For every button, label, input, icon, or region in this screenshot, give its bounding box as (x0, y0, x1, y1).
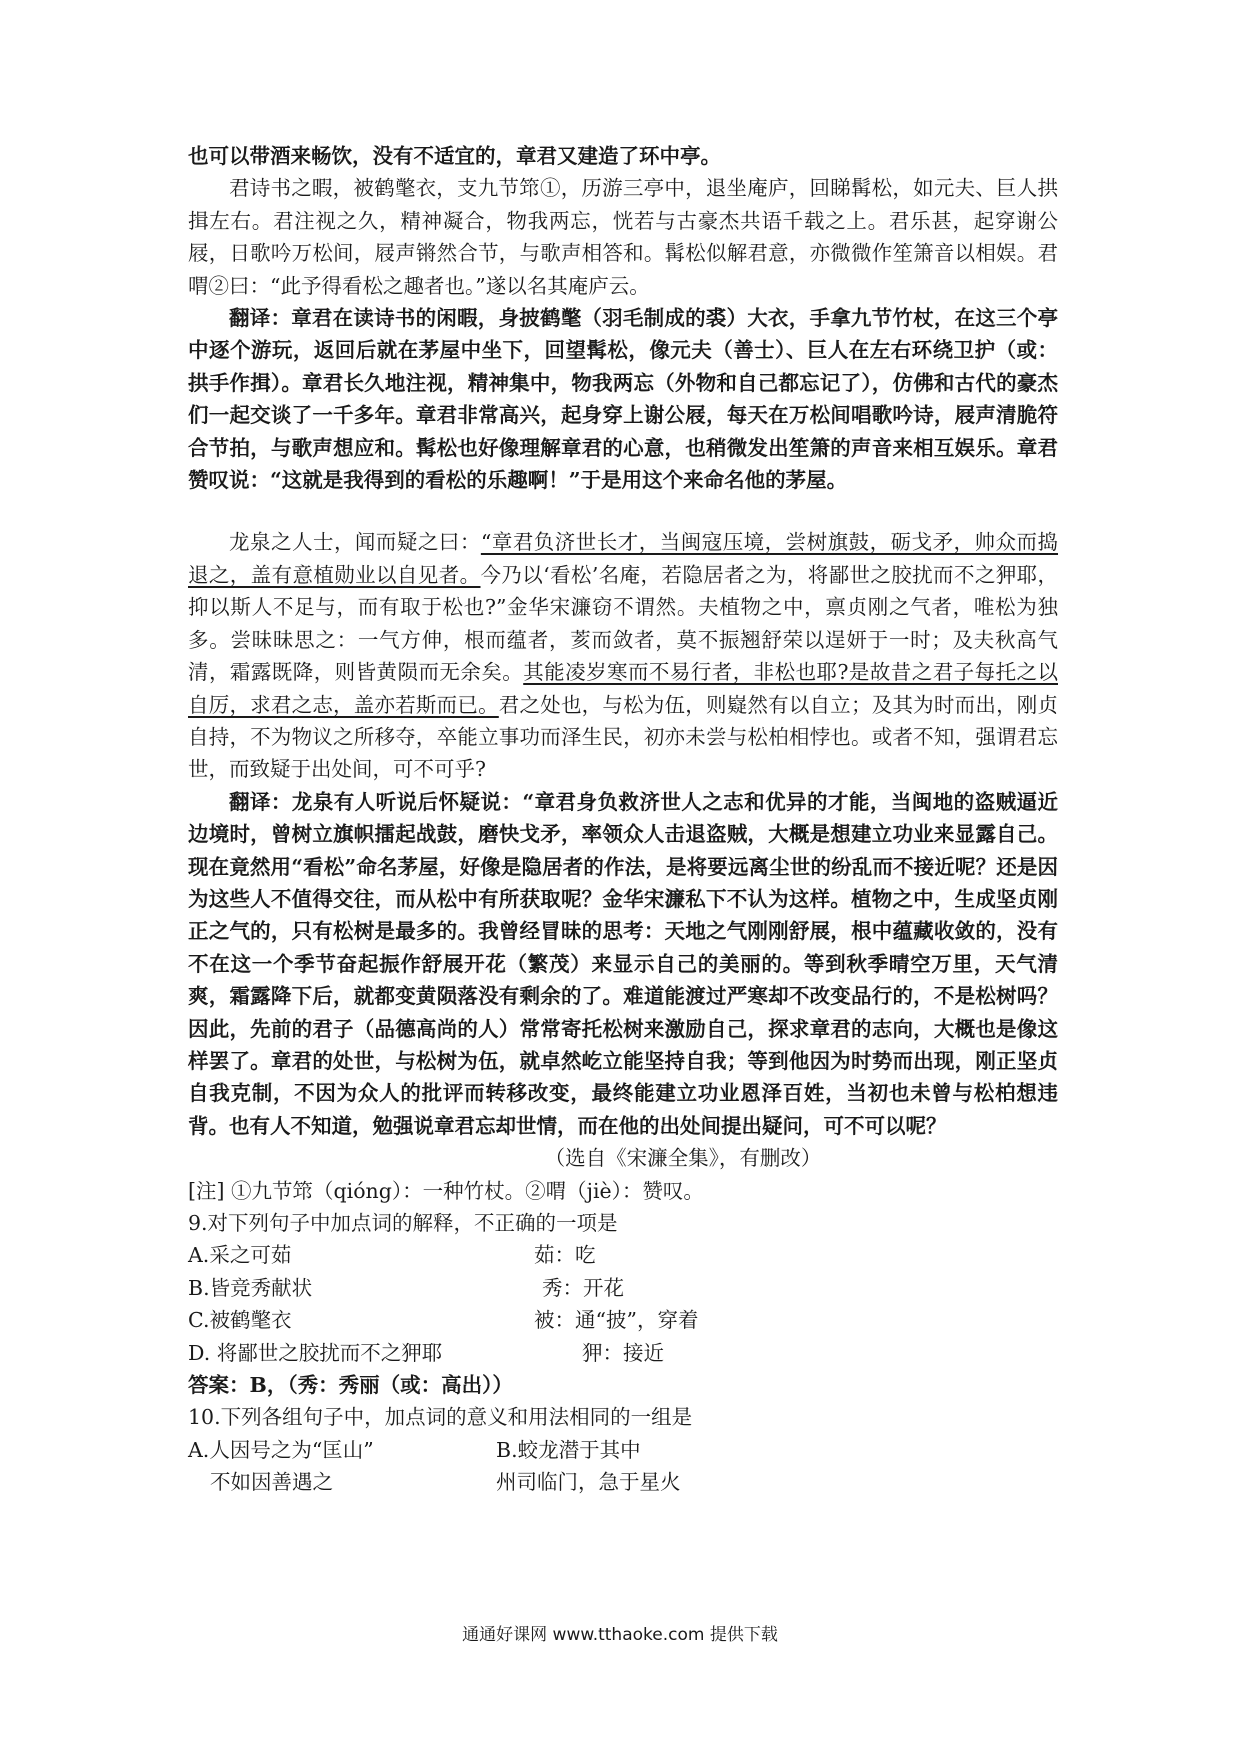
question-9-option: A.采之可茹 茹：吃 (188, 1243, 596, 1268)
underlined-sentence-2: 其能凌岁寒而不易行者，非松也耶?是故昔之君子每托之以自厉，求君之志，盖亦若斯而已。 (188, 660, 1058, 717)
source-citation: （选自《宋濂全集》，有删改） (544, 1146, 822, 1171)
classical-paragraph-1: 君诗书之暇，被鹤氅衣，支九节筇①，历游三亭中，退坐庵庐，回睇髯松，如元夫、巨人拱揖左右。君注视之久，精神凝合，物我两忘，恍若与古豪杰共语千载之上。君乐甚，起穿谢公屐，日歌吟万松间，屐声锵然合节，与歌声相答和。髯松似解君意，亦微微作笙箫音以相娱。君喟②曰：“此予得看松之趣者也。”遂以名其庵庐云。 (188, 176, 1058, 298)
page-footer: 通通好课网 www.tthaoke.com 提供下载 (462, 1625, 778, 1645)
translation-paragraph-1: 翻译：章君在读诗书的闲暇，身披鹤氅（羽毛制成的裘）大衣，手拿九节竹杖，在这三个亭中逐个游玩，返回后就在茅屋中坐下，回望髯松，像元夫（善士）、巨人在左右环绕卫护（或：拱手作揖）。章君长久地注视，精神集中，物我两忘（外物和自己都忘记了），仿佛和古代的豪杰们一起交谈了一千多年。章君非常高兴，起身穿上谢公屐，每天在万松间唱歌吟诗，屐声清脆符合节拍，与歌声想应和。髯松也好像理解章君的心意，也稍微发出笙箫的声音来相互娱乐。章君赞叹说：“这就是我得到的看松的乐趣啊！”于是用这个来命名他的茅屋。 (188, 306, 1058, 493)
spacer (188, 496, 1058, 526)
footnote: [注] ①九节筇（qióng）：一种竹杖。②喟（jiè）：赞叹。 (188, 1178, 704, 1203)
classical-paragraph-2: 龙泉之人士，闻而疑之曰：“章君负济世长才，当闽寇压境，尝树旗鼓，砺戈矛，帅众而捣退之，盖有意植勋业以自见者。今乃以‘看松’名庵，若隐居者之为，将鄙世之胶扰而不之狎耶，抑以斯人不足与，而有取于松也?”金华宋濂窃不谓然。夫植物之中，禀贞刚之气者，唯松为独多。尝昧昧思之：一气方伸，根而蕴者，荄而敛者，莫不振翘舒荣以逞妍于一时；及夫秋高气清，霜露既降，则皆黄陨而无余矣。其能凌岁寒而不易行者，非松也耶?是故昔之君子每托之以自厉，求君之志，盖亦若斯而已。君之处也，与松为伍，则嶷然有以自立；及其为时而出，刚贞自持，不为物议之所移夺，卒能立事功而泽生民，初亦未尝与松柏相悖也。或者不知，强谓君忘世，而致疑于出处间，可不可乎? (188, 530, 1059, 782)
question-9-option: D. 将鄙世之胶扰而不之狎耶 狎：接近 (188, 1340, 664, 1365)
document-body (188, 140, 1058, 1499)
question-9-answer: 答案：B，（秀：秀丽（或：高出）） (188, 1373, 513, 1398)
translation-tail: 也可以带酒来畅饮，没有不适宜的，章君又建造了环中亭。 (188, 144, 721, 168)
translation-paragraph-2: 翻译：龙泉有人听说后怀疑说：“章君身负救济世人之志和优异的才能，当闽地的盗贼逼近边境时，曾树立旗帜擂起战鼓，磨快戈矛，率领众人击退盗贼，大概是想建立功业来显露自己。现在竟然用“看松”命名茅屋，好像是隐居者的作法，是将要远离尘世的纷乱而不接近呢？还是因为这些人不值得交往，而从松中有所获取呢？金华宋濂私下不认为这样。植物之中，生成坚贞刚正之气的，只有松树是最多的。我曾经冒昧的思考：天地之气刚刚舒展，根中蕴藏收敛的，没有不在这一个季节奋起振作舒展开花（繁茂）来显示自己的美丽的。等到秋季晴空万里，天气清爽，霜露降下后，就都变黄陨落没有剩余的了。难道能渡过严寒却不改变品行的，不是松树吗？因此，先前的君子（品德高尚的人）常常寄托松树来激励自己，探求章君的志向，大概也是像这样罢了。章君的处世，与松树为伍，就卓然屹立能坚持自我；等到他因为时势而出现，刚正坚贞自我克制，不因为众人的批评而转移改变，最终能建立功业恩泽百姓，当初也未曾与松柏想违背。也有人不知道，勉强说章君忘却世情，而在他的出处间提出疑问，可不可以呢？ (188, 789, 1058, 1138)
question-10-option-row: A.人因号之为“匡山” B.蛟龙潜于其中 (188, 1437, 641, 1462)
question-9-option: C.被鹤氅衣 被：通“披”，穿着 (188, 1308, 699, 1333)
question-10-stem: 10.下列各组句子中，加点词的意义和用法相同的一组是 (188, 1405, 693, 1430)
question-9-stem: 9.对下列句子中加点词的解释，不正确的一项是 (188, 1211, 618, 1235)
question-9-option: B.皆竞秀献状 秀：开花 (188, 1275, 624, 1300)
underlined-sentence-1: “章君负济世长才，当闽寇压境，尝树旗鼓，砺戈矛，帅众而捣退之，盖有意植勋业以自见者。 (188, 530, 1059, 587)
question-10-option-row: 不如因善遇之 州司临门，急于星火 (210, 1470, 681, 1495)
